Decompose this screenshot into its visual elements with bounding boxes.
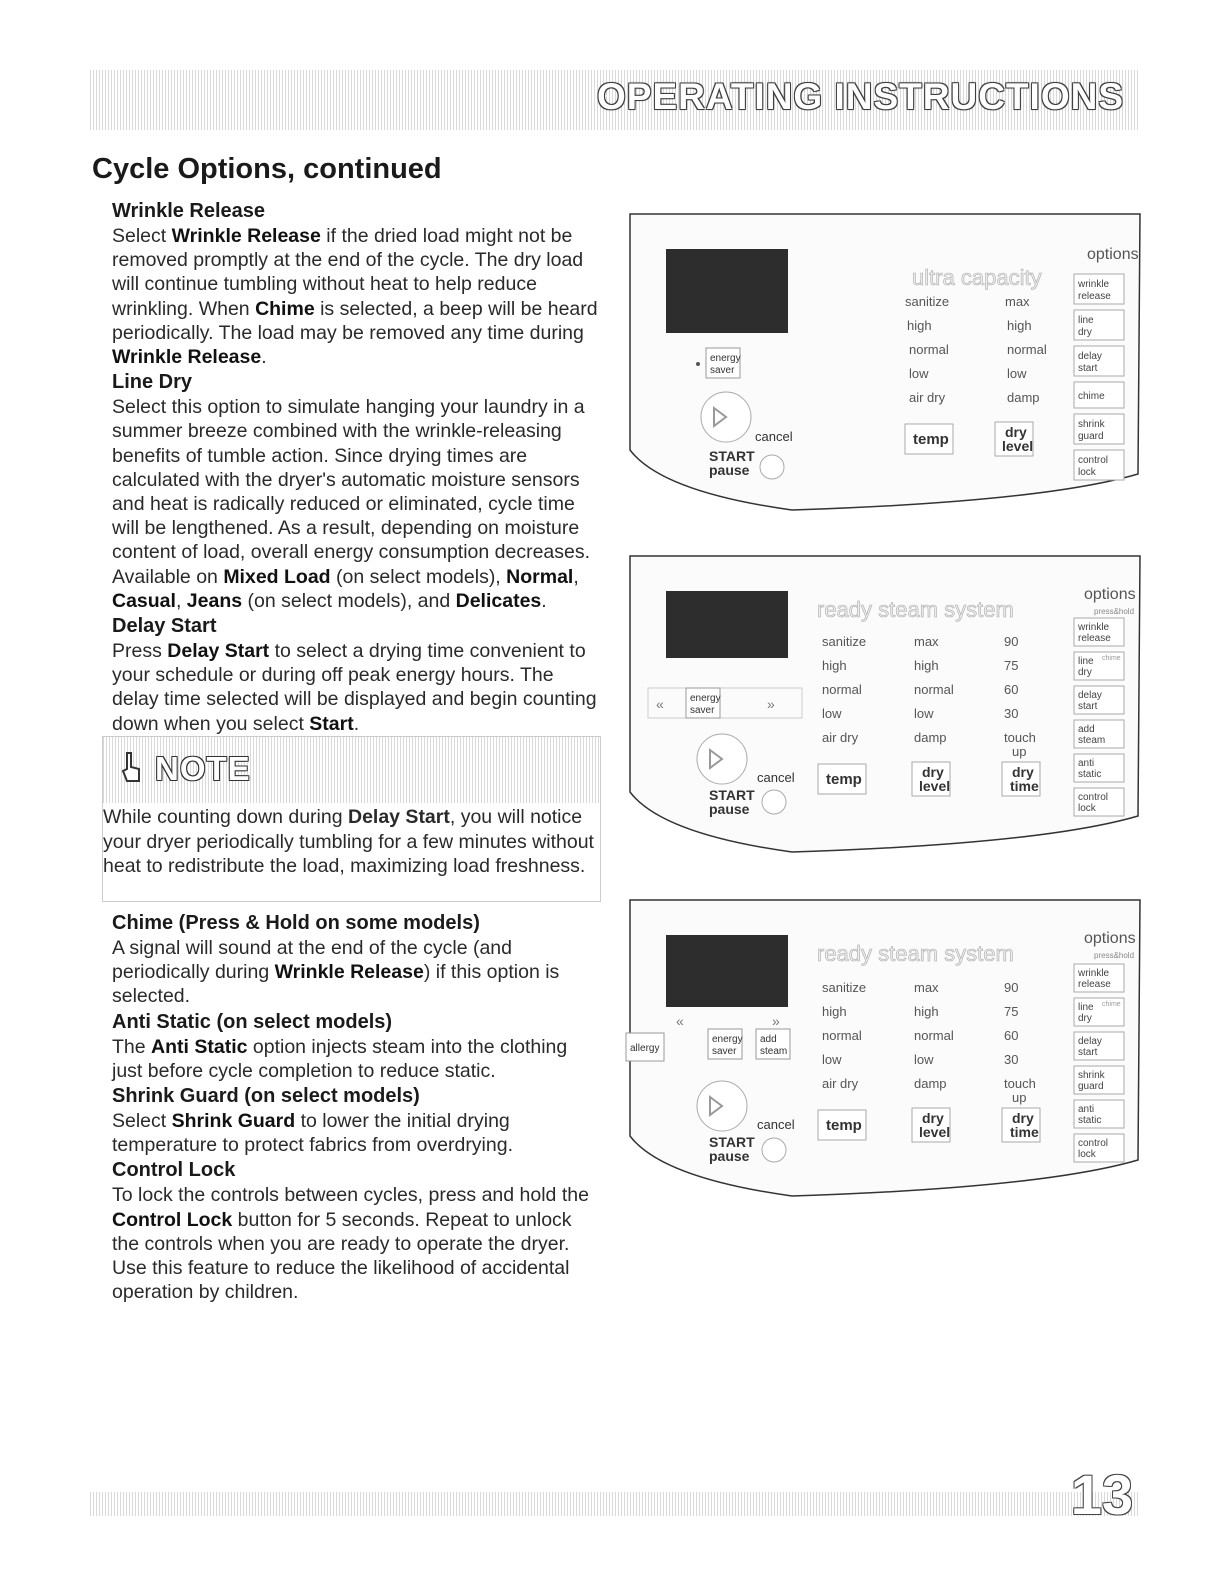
chime-label: chime [1078,391,1105,402]
dry-max: max [914,980,939,995]
prev-arrow-icon[interactable]: « [676,1013,684,1029]
control-label: control [1078,792,1109,803]
control-label: control [1078,1138,1109,1149]
wrinkle-label: wrinkle [1078,968,1110,979]
options-label: options [1084,930,1136,947]
wrinkle-label: wrinkle [1078,622,1110,633]
prev-arrow-icon[interactable]: « [656,696,664,712]
temp-sanitize: sanitize [905,294,950,309]
time-up: up [1012,744,1027,759]
line-label: line [1078,315,1094,326]
energy-label: energy [690,693,721,704]
line-label: line [1078,1002,1094,1013]
header-bar [90,70,1138,130]
chime-sub-label: chime [1102,655,1121,662]
start-label: START [709,1134,755,1150]
left-column-bottom [112,910,602,1304]
press-hold-label: press&hold [1094,951,1135,960]
shrink-guard-text: Select Shrink Guard to lower the initial drying temperature to protect fabrics from overdrying. [112,1110,513,1157]
dry-max: max [1005,294,1030,309]
temp-low: low [909,366,929,381]
delay-label: delay [1078,690,1102,701]
time-75: 75 [1004,658,1019,673]
add-left-label: add [760,1034,777,1045]
line-label: line [1078,656,1094,667]
lock-label: lock [1078,803,1096,814]
time-90: 90 [1004,980,1019,995]
cancel-label: cancel [757,1117,795,1132]
chime-text: A signal will sound at the end of the cycle (and periodically during Wrinkle Release) if this option is selected. [112,937,560,1008]
static-label: static [1078,1115,1102,1126]
add-label: add [1078,724,1095,735]
time-30: 30 [1004,1052,1019,1067]
temp-label: temp [826,771,862,788]
dry-damp: damp [914,1076,947,1091]
display-screen [666,249,788,333]
static-label: static [1078,769,1102,780]
control-panel-ready-steam-a [622,554,1142,859]
line-dry-label: dry [1078,667,1092,678]
pause-label: pause [709,801,750,817]
level-label: level [1002,438,1034,454]
temp-sanitize: sanitize [822,980,867,995]
control-panel-ultra-capacity [622,212,1142,517]
dry-high: high [914,1004,939,1019]
dry-label: dry [1005,424,1027,440]
line-dry-label: dry [1078,1013,1092,1024]
wrinkle-release-text: Select Wrinkle Release if the dried load might not be removed promptly at the end of the cycle. The dry load will continue tumbling without heat to help reduce wrinkling. When Chime is selected, a beep will be heard periodically. The load may be removed any time during Wrinkle Release. [112,225,598,369]
shrink-label: shrink [1078,1070,1105,1081]
time-touch: touch [1004,730,1036,745]
steam-label: steam [1078,735,1106,746]
time-60: 60 [1004,682,1019,697]
start-label: START [709,448,755,464]
dry-normal: normal [914,682,954,697]
dry-low: low [1007,366,1027,381]
options-label: options [1084,586,1136,603]
cancel-button[interactable] [760,455,784,479]
guard-label: guard [1078,431,1104,442]
line-dry-text: Select this option to simulate hanging your laundry in a summer breeze combined with the wrinkle-releasing benefits of tumble action. Since drying times are calculated with the dryer's automatic moisture sensors and heat is radically reduced or eliminated, cycle time will be lengthened. As a result, depending on moisture content of load, overall energy consumption decreases. Available on Mixed Load (on select models), Normal, Casual, Jeans (on select models), and Delicates. [112,396,591,612]
delay-start-heading: Delay Start [112,615,217,638]
pause-label: pause [709,1148,750,1164]
dry-normal: normal [1007,342,1047,357]
temp-sanitize: sanitize [822,634,867,649]
display-screen [666,591,788,658]
temp-low: low [822,706,842,721]
chime-heading: Chime (Press & Hold on some models) [112,912,480,934]
time-touch: touch [1004,1076,1036,1091]
dry-high: high [1007,318,1032,333]
time-60: 60 [1004,1028,1019,1043]
dry-label: dry [922,764,944,780]
temp-air-dry: air dry [909,390,946,405]
footer-bar [90,1492,1138,1516]
dry-label: dry [922,1110,944,1126]
allergy-label: allergy [630,1043,660,1054]
temp-air-dry: air dry [822,730,859,745]
brand-label: ready steam system [817,597,1014,622]
shrink-guard-heading: Shrink Guard (on select models) [112,1085,420,1108]
dry-time-dry-label: dry [1012,1110,1034,1126]
next-arrow-icon[interactable]: » [772,1013,780,1029]
time-75: 75 [1004,1004,1019,1019]
chime-sub-label: chime [1102,1001,1121,1008]
time-30: 30 [1004,706,1019,721]
line-dry-label: dry [1078,327,1092,338]
note-text: While counting down during Delay Start, you will notice your dryer periodically tumbling for a few minutes without heat to redistribute the load, maximizing load freshness. [103,806,594,877]
temp-high: high [822,658,847,673]
header-title: OPERATING INSTRUCTIONS [597,76,1124,117]
pause-label: pause [709,462,750,478]
dry-max: max [914,634,939,649]
dry-low: low [914,1052,934,1067]
energy-label: energy [710,353,741,364]
cancel-label: cancel [755,429,793,444]
temp-air-dry: air dry [822,1076,859,1091]
temp-label: temp [913,431,949,448]
dry-damp: damp [914,730,947,745]
temp-high: high [907,318,932,333]
release-label: release [1078,979,1111,990]
brand-label: ready steam system [817,941,1014,966]
cancel-button[interactable] [762,1138,786,1162]
lock-label: lock [1078,1149,1096,1160]
saver-label: saver [712,1046,737,1057]
temp-low: low [822,1052,842,1067]
anti-static-heading: Anti Static (on select models) [112,1010,393,1033]
control-lock-heading: Control Lock [112,1159,236,1182]
note-box [102,736,601,902]
delay-start-label: start [1078,701,1098,712]
line-dry-heading: Line Dry [112,371,193,394]
options-label: options [1087,246,1139,263]
time-90: 90 [1004,634,1019,649]
brand-label: ultra capacity [912,265,1042,290]
temp-label: temp [826,1117,862,1134]
guard-label: guard [1078,1081,1104,1092]
section-title: Cycle Options, continued [92,153,442,185]
temp-normal: normal [822,1028,862,1043]
lock-label: lock [1078,467,1096,478]
note-title: NOTE [155,750,251,787]
dry-damp: damp [1007,390,1040,405]
release-label: release [1078,633,1111,644]
steam-left-label: steam [760,1046,788,1057]
press-hold-label: press&hold [1094,607,1135,616]
temp-normal: normal [822,682,862,697]
dry-low: low [914,706,934,721]
level-label: level [919,1124,951,1140]
time-up: up [1012,1090,1027,1105]
release-label: release [1078,291,1111,302]
delay-start-label: start [1078,363,1098,374]
dry-time-dry-label: dry [1012,764,1034,780]
saver-label: saver [710,365,735,376]
anti-label: anti [1078,1104,1095,1115]
shrink-label: shrink [1078,419,1105,430]
time-label: time [1010,778,1039,794]
delay-label: delay [1078,351,1102,362]
control-lock-text: To lock the controls between cycles, press and hold the Control Lock button for 5 seconds. Repeat to unlock the controls when you are ready to operate the dryer. Use this feature to reduce the likelihood of accidental operation by children. [112,1184,589,1304]
saver-label: saver [690,705,715,716]
time-label: time [1010,1124,1039,1140]
next-arrow-icon[interactable]: » [767,696,775,712]
temp-high: high [822,1004,847,1019]
pointing-hand-icon [117,751,145,787]
control-label: control [1078,455,1109,466]
level-label: level [919,778,951,794]
display-screen [666,935,788,1007]
dry-normal: normal [914,1028,954,1043]
anti-label: anti [1078,758,1095,769]
cancel-button[interactable] [762,790,786,814]
dry-high: high [914,658,939,673]
left-column-top [112,198,602,736]
note-header [103,737,600,803]
wrinkle-release-heading: Wrinkle Release [112,200,266,222]
anti-static-text: The Anti Static option injects steam into the clothing just before cycle completion to reduce static. [112,1035,568,1082]
control-panel-ready-steam-b [622,898,1142,1203]
energy-label: energy [712,1034,743,1045]
wrinkle-label: wrinkle [1078,279,1110,290]
delay-start-label: start [1078,1047,1098,1058]
delay-start-text: Press Delay Start to select a drying time convenient to your schedule or during off peak energy hours. The delay time selected will be displayed and begin counting down when you select Start. [112,640,597,735]
page-number: 13 [1070,1463,1133,1526]
delay-label: delay [1078,1036,1102,1047]
cancel-label: cancel [757,770,795,785]
temp-normal: normal [909,342,949,357]
start-label: START [709,787,755,803]
